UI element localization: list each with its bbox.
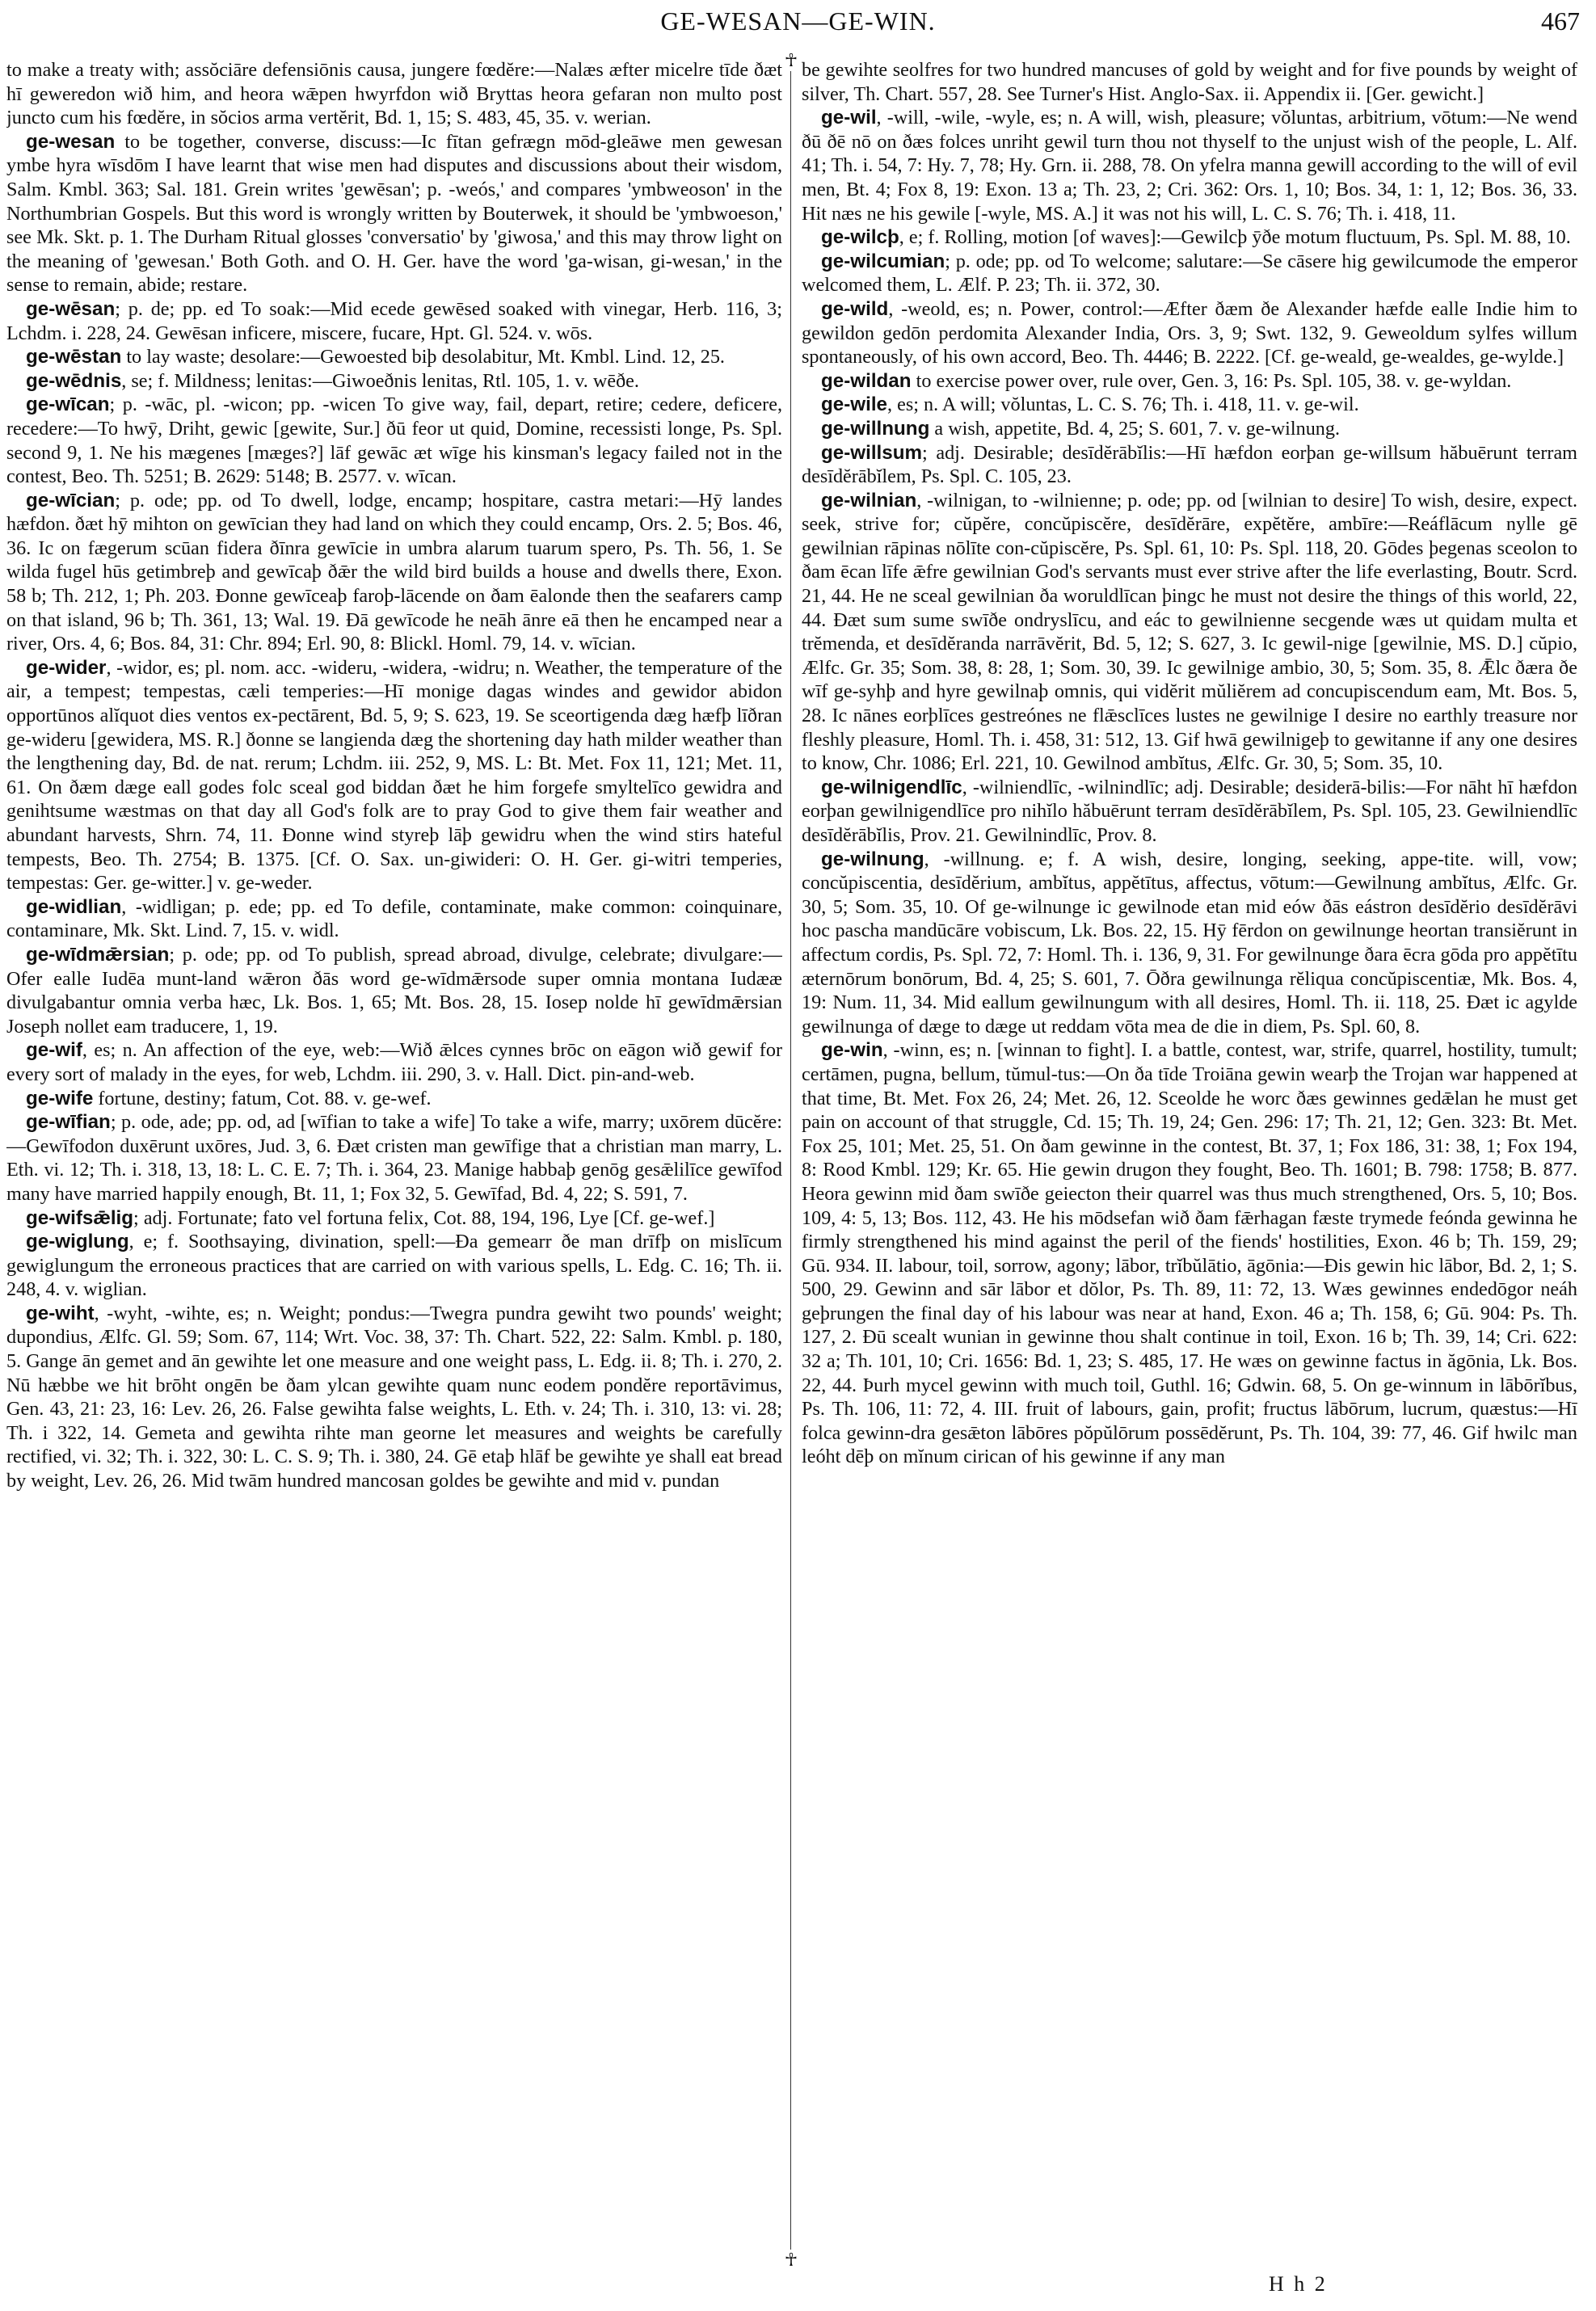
dictionary-entry [802, 776, 1577, 848]
entry-headword: ge-wēsan [26, 297, 116, 320]
entry-text: , e; f. Rolling, motion [of waves]:—Gewilcþ ȳðe motum fluctuum, Ps. Spl. M. 88, 10. [899, 226, 1571, 249]
entry-text: ; adj. Fortunate; fato vel fortuna felix, Cot. 88, 194, 196, Lye [Cf. ge-wef.] [133, 1206, 715, 1229]
entry-text: , -wilnigan, to -wilnienne; p. ode; pp. od [wilnian to desire] To wish, desire, expect. seek, strive for; cŭpĕre, concŭpiscĕre, desīdĕrāre, expĕtĕre, ambīre:—Reáflācum nylle gē gewilnian rāpinas nōlīte con-cŭpiscĕre, Ps. Spl. 61, 10: Ps. Spl. 118, 20. Gōdes þegenas sceolon to ðam ēcan līfe ǣfre gewilnian God's servants must ever strive after the life everlasting, Boutr. Scrd. 21, 44. He ne sceal gewilnian ða woruldlīcan þingc he must not desire the things of this world, 22, 44. Ðæt sum sume swīðe ondryslīcu, and eác to gewilnienne secgende wæs ut quidam multa et trĕmenda, et desīdĕranda narrāvĕrit, Bd. 5, 12; S. 627, 3. Ic gewil-nige [gewilnie, MS. D.] cŭpio, Ælfc. Gr. 35; Som. 38, 8: 28, 1; Som. 30, 39. Ic gewilnige ambio, 30, 5; Som. 35, 8. Ǣlc ðæra ðe wīf ge-syhþ and hyre gewilnaþ omnis, qui vidĕrit mŭliĕrem ad concupiscendum eam, Mt. Bos. 5, 28. Ic nānes eorþlīces gestreónes ne flǣsclīces lustes ne gewilnige I desire no earthly treasure nor fleshly pleasure, Homl. Th. i. 458, 31: 512, 13. Gif hwā gewilnigeþ to gewitanne if any one desires to know, Chr. 1086; Erl. 221, 10. Gewilnod ambĭtus, Ælfc. Gr. 30, 5; Som. 35, 10. [802, 489, 1577, 775]
dictionary-entry [6, 1302, 782, 1493]
dictionary-entry [802, 250, 1577, 297]
dictionary-entry [6, 1087, 782, 1111]
dictionary-entry [802, 1038, 1577, 1469]
entry-text: , es; n. An affection of the eye, web:—Wið ǣlces cynnes brōc on eāgon wið gewif for every sort of malady in the eyes, for web, Lchdm. iii. 290, 3. v. Hall. Dict. pin-and-web. [6, 1039, 782, 1085]
entry-text: a wish, appetite, Bd. 4, 25; S. 601, 7. v. ge-wilnung. [929, 417, 1341, 440]
entry-headword: ge-wīdmǣrsian [26, 943, 170, 966]
dictionary-entry [6, 943, 782, 1038]
entry-headword: ge-win [821, 1039, 883, 1062]
entry-text: ; adj. Desirable; desīdĕrābĭlis:—Hī hæfdon eorþan ge-willsum hăbuērunt terram desīdĕrābĭlem, Ps. Spl. C. 105, 23. [802, 441, 1577, 488]
dictionary-entry [802, 417, 1577, 441]
entry-headword: ge-wēdnis [26, 369, 122, 392]
dictionary-entry [802, 848, 1577, 1039]
entry-text: , es; n. A will; vŏluntas, L. C. S. 76; Th. i. 418, 11. v. ge-wil. [887, 394, 1359, 416]
dictionary-entry [6, 489, 782, 656]
entry-text: , -willnung. e; f. A wish, desire, longing, seeking, appe-tite. will, vow; concŭpiscentia, desīdĕrium, ambĭtus, appĕtītus, affectus, vōtum:—Gewilnung ambĭtus, Ælfc. Gr. 30, 5; Som. 35, 10. Of ge-wilnunge ic gewilnode etan mid eów ðās eástron desīdĕrio desīdĕrāvi hoc pascha mandūcāre vobiscum, Lk. Bos. 22, 15. Hȳ fērdon on gewilnunge heortan transiĕrunt in affectum cordis, Ps. Spl. 72, 7: Homl. Th. i. 136, 9, 31. For gewilnunge ðara ēcra gōda pro appĕtītu æternōrum bonōrum, Bd. 4, 25; S. 601, 7. Ōðra gewilnunga rĕliqua concŭpiscentiæ, Mk. Bos. 4, 19: Num. 11, 34. Mid eallum gewilnungum with all desires, Homl. Th. ii. 118, 25. Ðæt ic agylde gewilnunga of dæge to dæge ut reddam vōta mea de die in diem, Ps. Spl. 60, 8. [802, 848, 1577, 1038]
entry-headword: ge-wile [821, 394, 887, 416]
entry-text: to make a treaty with; assŏciāre defensiōnis causa, jungere fœdĕre:—Nalæs æfter micelre tīde ðæt hī geweredon wið him, and heora wǣpen hwyrfdon wið Bryttas heora gefaran non multo post juncto cum his fœdĕre, in sŏcios arma vertĕrit, Bd. 1, 15; S. 483, 45, 35. v. werian. [6, 59, 782, 129]
dictionary-entry [6, 1038, 782, 1086]
column-rule [790, 57, 791, 2254]
entry-text: ; p. ode, ade; pp. od, ad [wīfian to take a wife] To take a wife, marry; uxōrem dūcĕre:—Gewīfodon duxērunt uxōres, Jud. 3, 6. Ðæt cristen man gewīfige that a christian man marry, L. Eth. vi. 12; Th. i. 318, 13, 18: L. C. E. 7; Th. i. 364, 23. Manige habbaþ genōg gesǣlilīce gewīfod many have married happily enough, Bt. 11, 1; Fox 32, 5. Gewīfad, Bd. 4, 22; S. 591, 7. [6, 1111, 782, 1205]
entry-text: ; p. -wāc, pl. -wicon; pp. -wicen To give way, fail, depart, retire; cedere, deficere, recedere:—To hwȳ, Driht, gewic [gewite, Sur.] ðū feor ut quid, Domine, recessisti longe, Ps. Spl. second 9, 1. Ne his mægenes [mæges?] lāf gewāc æt wīge his kinsman's legacy failed not in the contest, Beo. Th. 5251; B. 2629: 5148; B. 2577. v. wīcan. [6, 394, 782, 488]
entry-text: ; p. ode; pp. od To welcome; salutare:—Se cāsere hig gewilcumode the emperor welcomed them, L. Ælf. P. 23; Th. ii. 372, 30. [802, 250, 1577, 297]
entry-text: , -widor, es; pl. nom. acc. -wideru, -widera, -widru; n. Weather, the temperature of the air, a tempest; tempestas, cæli temperies:—Hī monige dagas windes and gewidor abidon opportūnos alĭquot dies ventos ex-pectārent, Bd. 5, 9; S. 623, 19. Se sceortigenda dæg hæfþ līðran ge-wideru [gewidera, MS. R.] ðonne se langienda dæg the shortening day hath milder weather than the lengthening day, Bd. de nat. rerum; Lchdm. iii. 252, 9, MS. L: Bt. Met. Fox 11, 121; Met. 11, 61. On ðæm dæge eall godes folc sceal god biddan ðæt he him forgefe smyltelīco gewidra and genihtsume wæstmas on that day all God's folk are to pray God to give them fair weather and abundant harvests, Shrn. 74, 11. Ðonne wind styreþ lāþ gewidru when the wind stirs hateful tempests, Beo. Th. 2754; B. 1375. [Cf. O. Sax. un-giwideri: O. H. Ger. gi-witri temperies, tempestas: Ger. ge-witter.] v. ge-weder. [6, 656, 782, 895]
entry-headword: ge-wildan [821, 369, 912, 392]
dictionary-entry [802, 489, 1577, 776]
dictionary-entry [802, 369, 1577, 394]
entry-text: , -widligan; p. ede; pp. ed To defile, contaminate, make common: coinquinare, contaminare, Mk. Skt. Lind. 7, 15. v. widl. [6, 895, 782, 942]
dictionary-entry [802, 106, 1577, 225]
entry-text: be gewihte seolfres for two hundred mancuses of gold by weight and for five pounds by weight of silver, Th. Chart. 557, 28. See Turner's Hist. Anglo-Sax. ii. Appendix ii. [Ger. gewicht.] [802, 59, 1577, 105]
entry-text: to exercise power over, rule over, Gen. 3, 16: Ps. Spl. 105, 38. v. ge-wyldan. [911, 369, 1512, 392]
entry-headword: ge-wil [821, 107, 877, 129]
entry-text: ; p. ode; pp. od To publish, spread abroad, divulge, celebrate; divulgare:—Ofer ealle Iudēa munt-land wǣron ðās word ge-wīdmǣrsode super omnia montana Iudææ divulgabantur omnia verba hæc, Lk. Bos. 1, 65; Mt. Bos. 28, 15. Iosep nolde hī gewīdmǣrsian Joseph nollet eam traducere, 1, 19. [6, 943, 782, 1038]
dictionary-entry [6, 895, 782, 943]
entry-text: to be together, converse, discuss:—Ic fītan gefrægn mōd-gleāwe men gewesan ymbe hyra wīsdōm I have learnt that wise men had disputes and discussions about their wisdom, Salm. Kmbl. 363; Sal. 181. Grein writes 'gewēsan'; p. -weós,' and compares 'ymbweoson' in the Northumbrian Gospels. But this word is wrongly written by Bouterwek, it should be 'ymbwoeson,' see Mk. Skt. p. 1. The Durham Ritual glosses 'conversatio' by 'giwosa,' and this may throw light on the meaning of 'gewesan.' Both Goth. and O. H. Ger. have the word 'ga-wisan, gi-wesan,' in the sense to remain, abide; restare. [6, 130, 782, 297]
dictionary-entry [6, 393, 782, 488]
dictionary-entry [6, 1230, 782, 1302]
entry-headword: ge-wilcþ [821, 226, 899, 249]
entry-text: fortune, destiny; fatum, Cot. 88. v. ge-wef. [93, 1087, 432, 1109]
entry-text: , se; f. Mildness; lenitas:—Giwoeðnis lenitas, Rtl. 105, 1. v. wēðe. [121, 369, 639, 392]
entry-text: , -wyht, -wihte, es; n. Weight; pondus:—Twegra pundra gewiht two pounds' weight; dupondius, Ælfc. Gl. 59; Som. 67, 114; Wrt. Voc. 38, 37: Th. Chart. 522, 22: Salm. Kmbl. p. 180, 5. Gange ān gemet and ān gewihte let one measure and one weight pass, L. Edg. ii. 8; Th. i. 270, 2. Nū hæbbe we hit brōht ongēn be ðam ylcan gewihte quam nunc eodem pondĕre reportāvimus, Gen. 43, 21: 23, 16: Lev. 26, 26. False gewihta false weights, L. Eth. v. 24; Th. i. 310, 13: vi. 28; Th. i 322, 14. Gemeta and gewihta rihte man georne let measures and weights be carefully rectified, vi. 32; Th. i. 322, 30: L. C. S. 9; Th. i. 380, 24. Gē etaþ hlāf be gewihte ye shall eat bread by weight, Lev. 26, 26. Mid twām hundred mancosan goldes be gewihte and mid v. pundan [6, 1302, 782, 1492]
entry-headword: ge-wif [26, 1039, 82, 1062]
entry-headword: ge-wilnung [821, 848, 924, 870]
entry-headword: ge-widlian [26, 895, 122, 918]
entry-headword: ge-wiglung [26, 1231, 129, 1253]
entry-headword: ge-willsum [821, 441, 922, 464]
entry-headword: ge-wēstan [26, 346, 122, 368]
entry-headword: ge-wilcumian [821, 250, 945, 272]
column-ornament-top: ☥ [782, 50, 800, 71]
entry-text: , -wilniendlīc, -wilnindlīc; adj. Desirable; desiderā-bilis:—For nāht hī hæfdon eorþan gewilnigendlīce pro nihĭlo hăbuērunt terram desīdĕrābĭlem, Ps. Spl. 105, 23. Gewilniendlīc desīdĕrābĭlis, Prov. 21. Gewilnindlīc, Prov. 8. [802, 776, 1577, 846]
running-title: GE-WESAN—GE-WIN. [660, 6, 936, 36]
dictionary-entry [6, 345, 782, 369]
right-column [802, 58, 1577, 2256]
entry-headword: ge-wilnigendlīc [821, 776, 962, 798]
dictionary-entry [6, 297, 782, 345]
entry-text: , -winn, es; n. [winnan to fight]. I. a battle, contest, war, strife, quarrel, hostility, tumult; certāmen, pugna, bellum, tŭmul-tus:—On ða tīde Troiāna gewin wearþ the Trojan war happened at that time, Bt. Met. Fox 26, 24; Met. 26, 12. Sceolde he worc ðæs gewinnes gedǣlan he must get pain on account of that struggle, Cd. 15; Th. 19, 24; Gen. 296: 17; Th. 21, 12; Gen. 323: Bt. Met. Fox 25, 101; Met. 25, 51. On ðam gewinne in the contest, Bt. 37, 1; Fox 186, 31: 38, 1; Fox 194, 8: Rood Kmbl. 129; Kr. 65. Hie gewin drugon they fought, Beo. Th. 1601; B. 798: 1758; B. 877. Heora gewinn mid ðam swīðe geiecton their quarrel was thus much strengthened, Ors. 5, 10; Bos. 109, 4: 5, 13; Bos. 112, 43. He his mōdsefan wið ðam fǣrhagan fæste trymede feónda gewinna he firmly strengthened his mind against the peril of the fiends' hostilities, Exon. 46 b; Th. 159, 29; Gū. 934. II. labour, toil, sorrow, agony; lābor, trĭbŭlātio, āgōnia:—Ðis gewin hic lābor, Bd. 2, 1; S. 500, 29. Gewinn and sār lābor et dŏlor, Ps. Th. 89, 11: 72, 13. Wæs gewinnes endedōgor neáh geþrungen the final day of his labour was near at hand, Exon. 46 a; Th. 158, 6; Gū. 904: Ps. Th. 127, 2. Ðū scealt wunian in gewinne thou shalt continue in toil, Exon. 16 b; Th. 39, 14; Cri. 622: 32 a; Th. 101, 10; Cri. 1656: Bd. 1, 23; S. 485, 17. He wæs on gewinne factus in ăgōnia, Lk. Bos. 22, 44. Þurh mycel gewinn with much toil, Guthl. 16; Gdwin. 68, 5. On ge-winnum in lābōrĭbus, Ps. Th. 106, 11: 72, 4. III. fruit of labours, gain, profit; fructus lābōrum, lucrum, quæstus:—Hī folca gewinn-dra gesǣton lābōres pŏpŭlōrum possēdĕrunt, Ps. Th. 104, 39: 77, 46. Gif hwilc man leóht dēþ on mĭnum cirican of his gewinne if any man [802, 1039, 1577, 1468]
page-number: 467 [1541, 6, 1580, 36]
dictionary-entry [802, 393, 1577, 417]
entry-text: , -weold, es; n. Power, control:—Æfter ðæm ðe Alexander hæfde ealle Indie him to gewildon gedōn perdomita Alexander India, Ors. 3, 9; Swt. 132, 9. Geweoldum sylfes willum spontaneously, of his own accord, Beo. Th. 4446; B. 2222. [Cf. ge-weald, ge-wealdes, ge-wylde.] [802, 297, 1577, 368]
column-ornament-bottom: ☥ [782, 2250, 800, 2271]
entry-headword: ge-wife [26, 1087, 94, 1109]
dictionary-entry [6, 130, 782, 297]
dictionary-entry [802, 297, 1577, 369]
entry-text: ; p. ode; pp. od To dwell, lodge, encamp; hospitare, castra metari:—Hȳ landes hæfdon. ðæt hȳ mihton on gewīcian they had land on which they could encamp, Ors. 2. 5; Bos. 46, 36. Ic on fægerum scūan fidera ðīnra gewīcie in umbra alarum tuarum spero, Ps. Th. 56, 1. Se wilda fugel hūs getimbreþ and gewīcaþ ðǣr the wild bird builds a house and dwells there, Exon. 58 b; Th. 212, 1; Ph. 203. Ðonne gewīceaþ faroþ-lācende on ðam ēalonde then the seafarers camp on that island, 96 b; Th. 361, 13; Wal. 19. Ðā gewīcode he neāh ānre eā then he encamped near a river, Ors. 4, 6; Bos. 84, 31: Chr. 894; Erl. 90, 8: Blickl. Homl. 79, 14. v. wīcian. [6, 489, 782, 655]
entry-headword: ge-willnung [821, 417, 930, 440]
entry-headword: ge-wifsǣlig [26, 1206, 134, 1229]
entry-headword: ge-wīcan [26, 394, 110, 416]
entry-headword: ge-wīfian [26, 1111, 111, 1134]
signature-mark: H h 2 [1269, 2272, 1328, 2296]
entry-text: , e; f. Soothsaying, divination, spell:—Ða gemearr ðe man drīfþ on mislīcum gewiglungum the erroneous practices that are carried on with various spells, L. Edg. C. 16; Th. ii. 248, 4. v. wiglian. [6, 1231, 782, 1301]
left-column [6, 58, 782, 2256]
entry-text: to lay waste; desolare:—Gewoested biþ desolabitur, Mt. Kmbl. Lind. 12, 25. [121, 346, 725, 368]
entry-headword: ge-wild [821, 297, 889, 320]
dictionary-entry [6, 369, 782, 394]
dictionary-entry [802, 441, 1577, 489]
entry-text: ; p. de; pp. ed To soak:—Mid ecede gewēsed soaked with vinegar, Herb. 116, 3; Lchdm. i. 228, 24. Gewēsan inficere, miscere, fucare, Hpt. Gl. 524. v. wōs. [6, 297, 782, 344]
dictionary-entry [802, 58, 1577, 106]
entry-text: , -will, -wile, -wyle, es; n. A will, wish, pleasure; vŏluntas, arbitrium, vōtum:—Ne wend ðū ðē nō on ðæs folces unriht gewil turn thou not thyself to the unjust wish of the people, L. Alf. 41; Th. i. 54, 7: Hy. 7, 78; Hy. Grn. ii. 288, 78. On yfelra manna gewill according to the will of evil men, Bt. 4; Fox 8, 19: Exon. 13 a; Th. 23, 2; Cri. 362: Ors. 1, 10; Bos. 34, 1: 1, 12; Bos. 36, 33. Hit næs ne his gewile [-wyle, MS. A.] it was not his will, L. C. S. 76; Th. i. 418, 11. [802, 107, 1577, 225]
page-header [0, 0, 1596, 48]
entry-headword: ge-wider [26, 656, 107, 679]
entry-headword: ge-wilnian [821, 489, 917, 511]
entry-headword: ge-wīcian [26, 489, 116, 511]
dictionary-entry [6, 656, 782, 895]
dictionary-entry [6, 1206, 782, 1231]
dictionary-entry [802, 225, 1577, 250]
entry-headword: ge-wesan [26, 130, 116, 153]
entry-headword: ge-wiht [26, 1302, 95, 1324]
dictionary-entry [6, 1110, 782, 1206]
dictionary-entry [6, 58, 782, 130]
